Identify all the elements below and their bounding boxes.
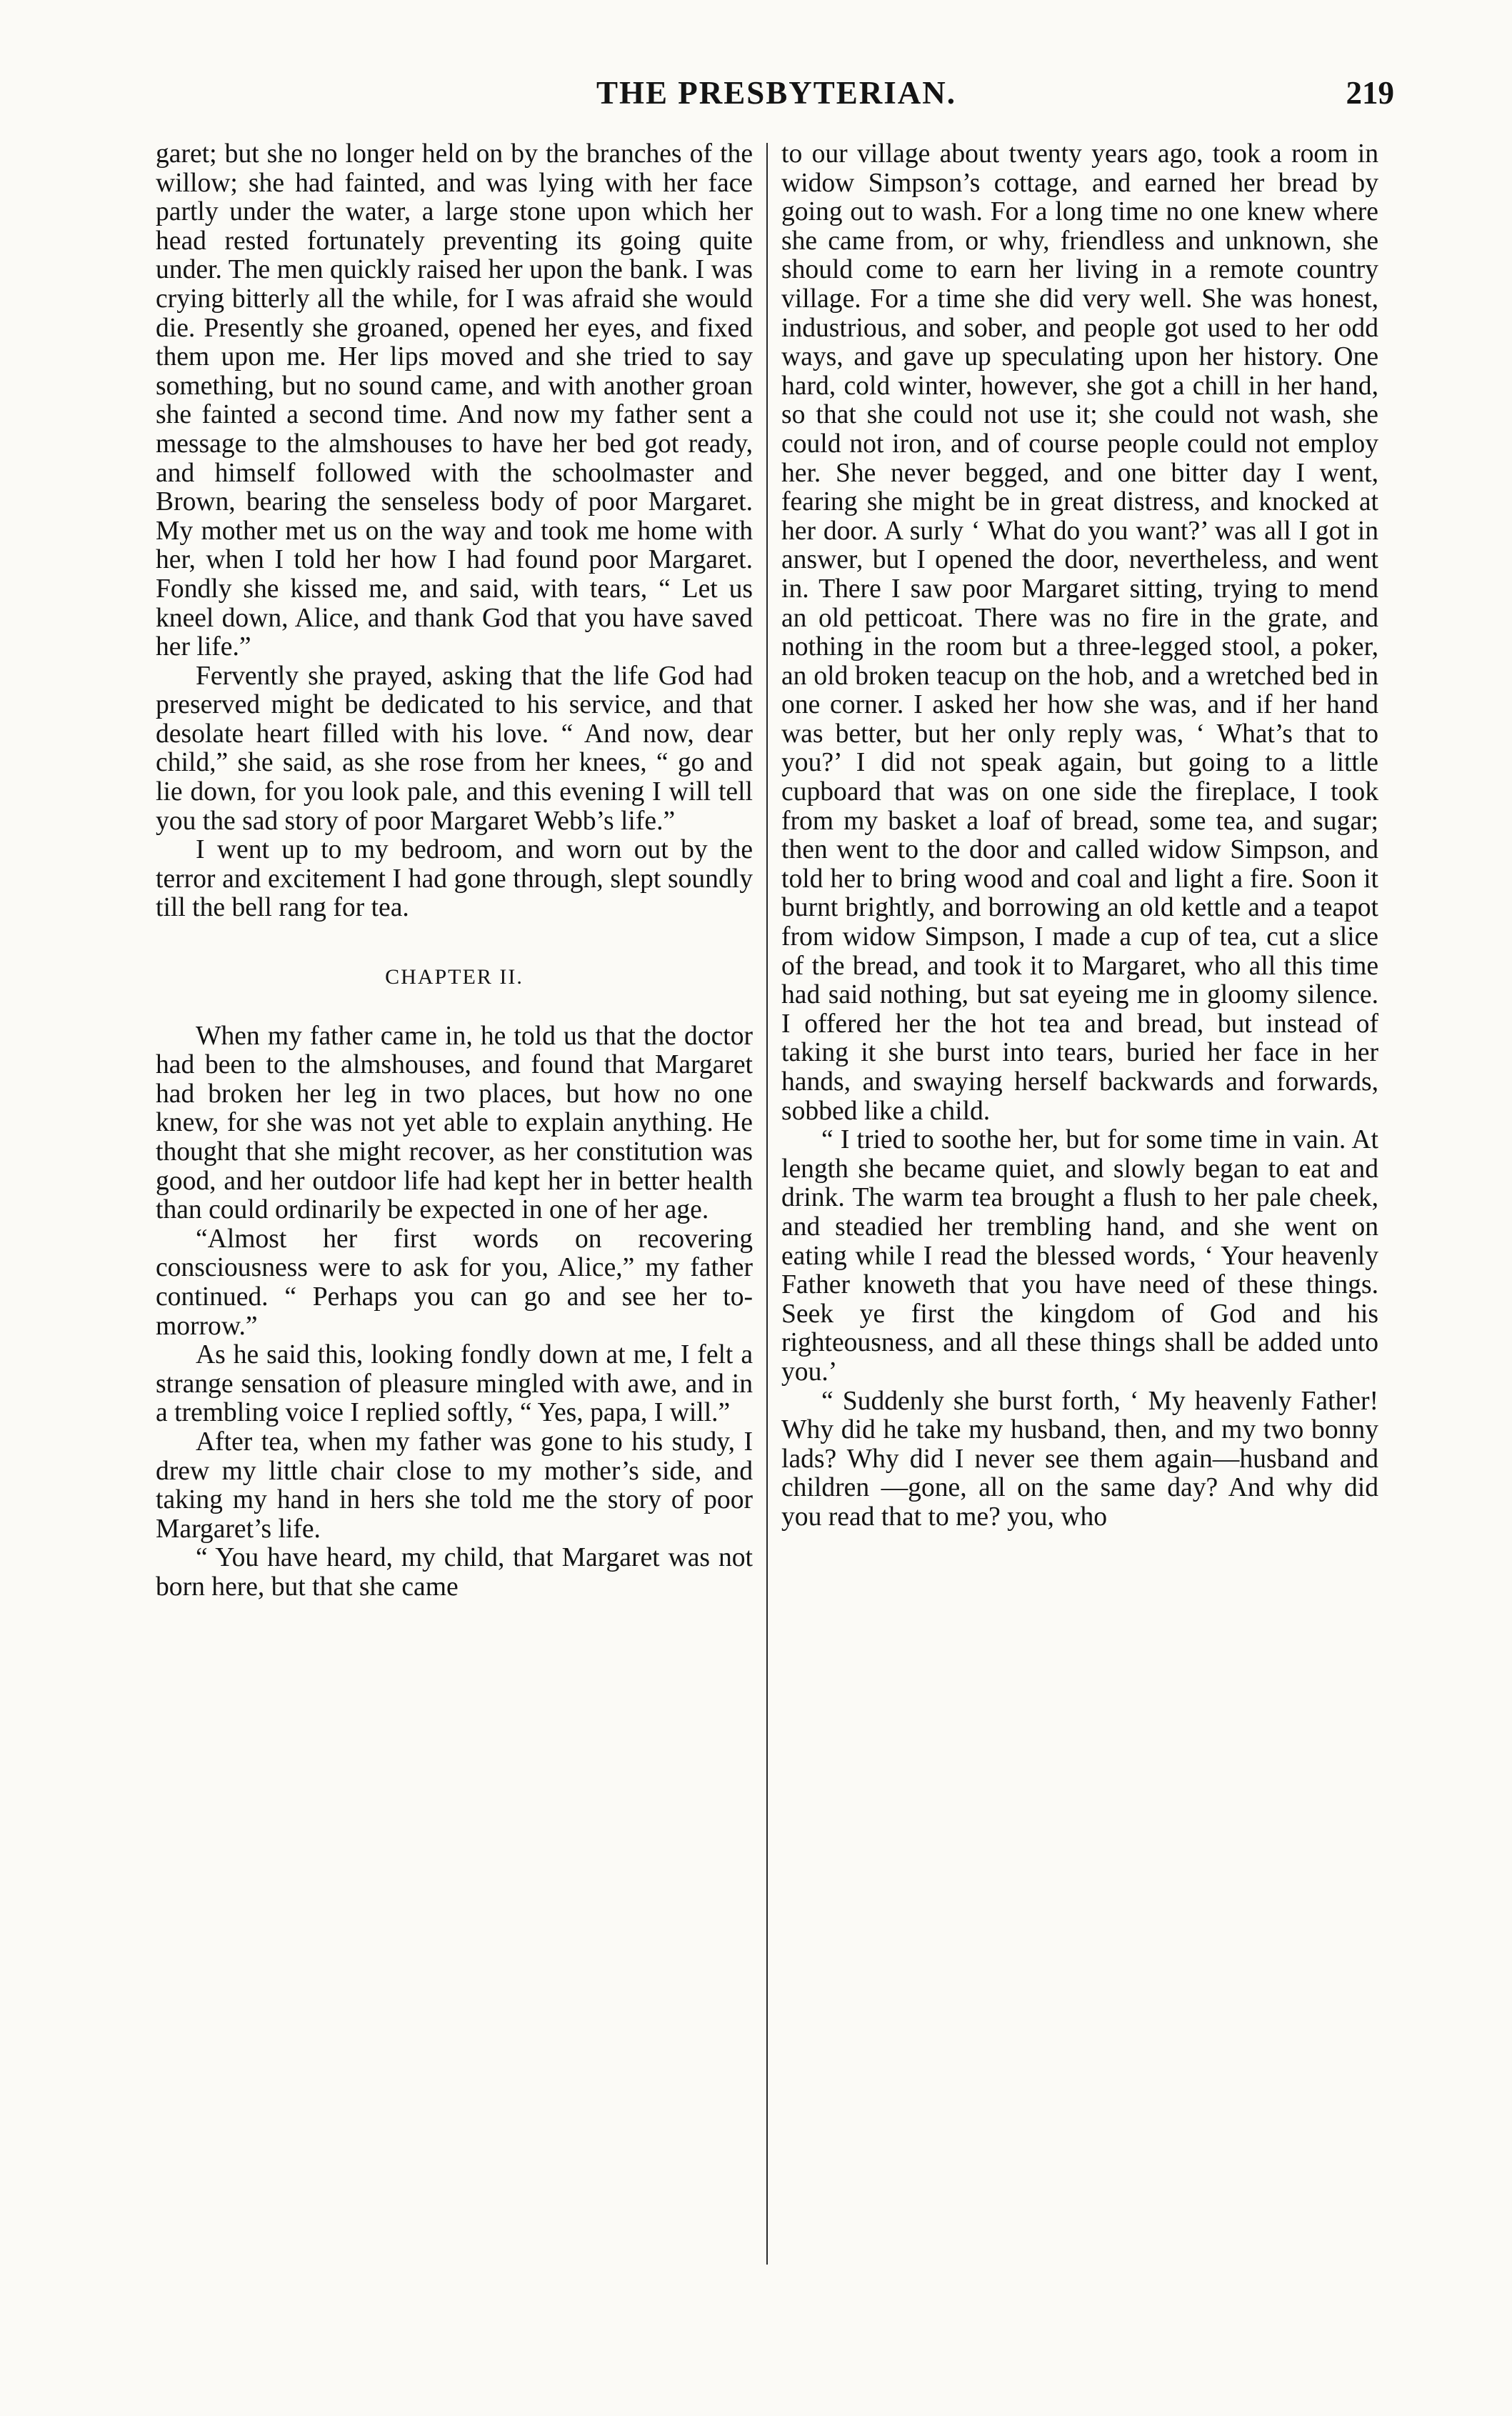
left-column — [156, 140, 753, 1602]
right-column — [781, 140, 1378, 1532]
paragraph: When my father came in, he told us that the doctor had been to the almshouses, and found that Margaret had broken her leg in two places, but how no one knew, for she was not yet able to explain anything. He thought that she might recover, as her constitution was good, and her outdoor life had kept her in better health than could ordinarily be expected in one of her age. — [156, 1021, 753, 1225]
paragraph: I went up to my bedroom, and worn out by the terror and excitement I had gone through, slept soundly till the bell rang for tea. — [156, 835, 753, 923]
paragraph: garet; but she no longer held on by the branches of the willow; she had fainted, and was lying with her face partly under the water, a large stone upon which her head rested fortunately preventing its going quite under. The men quickly raised her upon the bank. I was crying bitterly all the while, for I was afraid she would die. Presently she groaned, opened her eyes, and fixed them upon me. Her lips moved and she tried to say something, but no sound came, and with another groan she fainted a second time. And now my father sent a message to the almshouses to have her bed got ready, and himself followed with the schoolmaster and Brown, bearing the senseless body of poor Margaret. My mother met us on the way and took me home with her, when I told her how I had found poor Margaret. Fondly she kissed me, and said, with tears, “ Let us kneel down, Alice, and thank God that you have saved her life.” — [156, 139, 753, 662]
paragraph: “ Suddenly she burst forth, ‘ My heavenly Father! Why did he take my husband, then, and my two bonny lads? Why did I never see them again—husband and children —gone, all on the same day? And why did you read that to me? you, who — [781, 1386, 1378, 1532]
chapter-heading: CHAPTER II. — [385, 965, 524, 989]
page-header — [159, 66, 1394, 123]
paragraph: Fervently she prayed, asking that the life God had preserved might be dedicated to his service, and that desolate heart filled with his love. “ And now, dear child,” she said, as she rose from her knees, “ go and lie down, for you look pale, and this evening I will tell you the sad story of poor Margaret Webb’s life.” — [156, 661, 753, 836]
paragraph: As he said this, looking fondly down at me, I felt a strange sensation of pleasure mingled with awe, and in a trembling voice I replied softly, “ Yes, papa, I will.” — [156, 1340, 753, 1428]
paragraph: After tea, when my father was gone to his study, I drew my little chair close to my mother’s side, and taking my hand in hers she told me the story of poor Margaret’s life. — [156, 1427, 753, 1544]
column-divider — [766, 143, 768, 2265]
paragraph: to our village about twenty years ago, took a room in widow Simpson’s cottage, and earned her bread by going out to wash. For a long time no one knew where she came from, or why, friendless and unknown, she should come to earn her living in a remote country village. For a time she did very well. She was honest, industrious, and sober, and people got used to her odd ways, and gave up speculating upon her history. One hard, cold winter, however, she got a chill in her hand, so that she could not use it; she could not wash, she could not iron, and of course people could not employ her. She never begged, and one bitter day I went, fearing she might be in great distress, and knocked at her door. A surly ‘ What do you want?’ was all I got in answer, but I opened the door, nevertheless, and went in. There I saw poor Margaret sitting, trying to mend an old petticoat. There was no fire in the grate, and nothing in the room but a three-legged stool, a poker, an old broken teacup on the hob, and a wretched bed in one corner. I asked her how she was, and if her hand was better, but her only reply was, ‘ What’s that to you?’ I did not speak again, but going to a little cupboard that was on one side the fireplace, I took from my basket a loaf of bread, some tea, and sugar; then went to the door and called widow Simpson, and told her to bring wood and coal and light a fire. Soon it burnt brightly, and borrowing an old kettle and a teapot from widow Simpson, I made a cup of tea, cut a slice of the bread, and took it to Margaret, who all this time had said nothing, but sat eyeing me in gloomy silence. I offered her the hot tea and bread, but instead of taking it she burst into tears, buried her face in her hands, and swaying herself backwards and forwards, sobbed like a child. — [781, 139, 1378, 1126]
running-head: THE PRESBYTERIAN. — [596, 75, 957, 111]
page-number: 219 — [1346, 75, 1394, 111]
paragraph: “ I tried to soothe her, but for some time in vain. At length she became quiet, and slowly began to eat and drink. The warm tea brought a flush to her pale cheek, and steadied her trembling hand, and she went on eating while I read the blessed words, ‘ Your heavenly Father knoweth that you have need of these things. Seek ye first the kingdom of God and his righteousness, and all these things shall be added unto you.’ — [781, 1125, 1378, 1387]
paragraph: “ You have heard, my child, that Margaret was not born here, but that she came — [156, 1543, 753, 1602]
paragraph: “Almost her first words on recovering consciousness were to ask for you, Alice,” my father continued. “ Perhaps you can go and see her to-morrow.” — [156, 1224, 753, 1341]
